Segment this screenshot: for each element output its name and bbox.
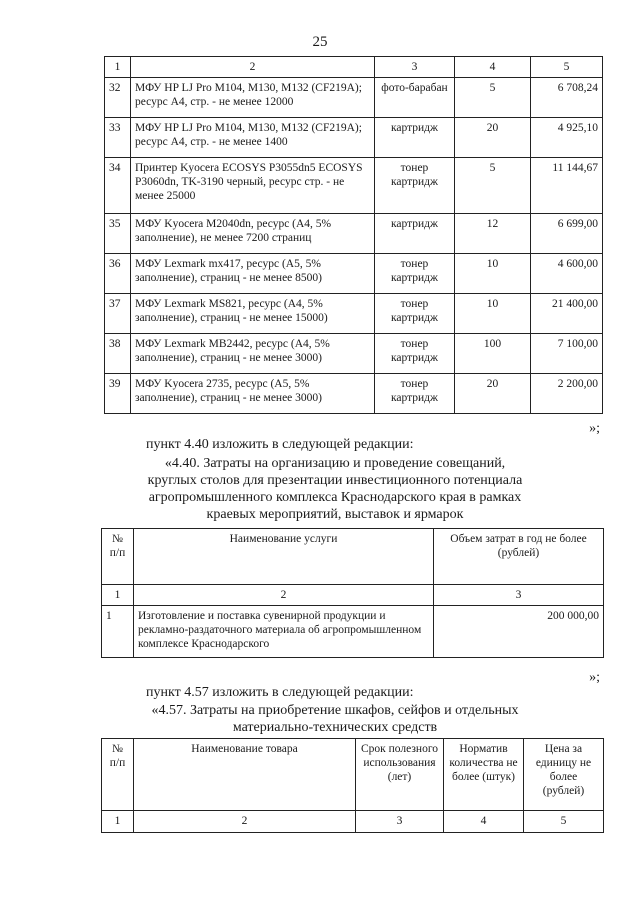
item-name: МФУ Lexmark MS821, ресурс (А4, 5% заполнение), страниц - не менее 15000) — [131, 294, 375, 334]
row-number: 38 — [105, 334, 131, 374]
closing-quote: »; — [589, 670, 600, 685]
table-header-row — [102, 739, 604, 811]
column-number: 3 — [356, 811, 444, 833]
heading-line: круглых столов для презентации инвестиционного потенциала — [147, 473, 523, 488]
item-price: 6 708,24 — [531, 78, 603, 118]
table-row — [105, 118, 603, 158]
item-price: 7 100,00 — [531, 334, 603, 374]
heading-line: краевых мероприятий, выставок и ярмарок — [206, 507, 464, 522]
section-heading-440 — [120, 455, 550, 523]
header-cell: 4 — [455, 57, 531, 78]
item-name: МФУ Kyocera 2735, ресурс (А5, 5% заполнение), страниц - не менее 3000) — [131, 374, 375, 414]
column-number-row — [102, 585, 604, 606]
item-name: МФУ Kyocera M2040dn, ресурс (А4, 5% заполнение), не менее 7200 страниц — [131, 214, 375, 254]
amendment-intro-457: пункт 4.57 изложить в следующей редакции: — [146, 685, 414, 700]
header-cell: № п/п — [102, 739, 134, 811]
column-number: 1 — [102, 585, 134, 606]
heading-line: «4.40. Затраты на организацию и проведение совещаний, — [164, 456, 506, 471]
row-number: 33 — [105, 118, 131, 158]
table-header-row — [102, 529, 604, 585]
item-type: тонер картридж — [375, 374, 455, 414]
table-row — [105, 334, 603, 374]
header-cell: Наименование услуги — [134, 529, 434, 585]
row-number: 36 — [105, 254, 131, 294]
item-price: 6 699,00 — [531, 214, 603, 254]
item-type: фото-барабан — [375, 78, 455, 118]
item-name: МФУ Lexmark mx417, ресурс (А5, 5% заполнение), страниц - не менее 8500) — [131, 254, 375, 294]
header-cell: Объем затрат в год не более (рублей) — [434, 529, 604, 585]
header-cell: Наименование товара — [134, 739, 356, 811]
header-cell: Срок полезного использования (лет) — [356, 739, 444, 811]
table-row — [105, 158, 603, 214]
section-heading-457 — [120, 702, 550, 736]
item-quantity: 20 — [455, 374, 531, 414]
consumables-table — [104, 56, 603, 414]
item-quantity: 100 — [455, 334, 531, 374]
row-number: 39 — [105, 374, 131, 414]
heading-line: материально-технических средств — [232, 720, 438, 735]
header-cell: Норматив количества не более (штук) — [444, 739, 524, 811]
row-number: 1 — [102, 606, 134, 658]
item-type: тонер картридж — [375, 294, 455, 334]
item-type: тонер картридж — [375, 158, 455, 214]
column-number: 3 — [434, 585, 604, 606]
table-row — [105, 214, 603, 254]
row-number: 32 — [105, 78, 131, 118]
item-quantity: 10 — [455, 254, 531, 294]
row-number: 34 — [105, 158, 131, 214]
furniture-cost-table — [101, 738, 604, 833]
item-price: 4 600,00 — [531, 254, 603, 294]
header-cell: 2 — [131, 57, 375, 78]
table-header-row — [105, 57, 603, 78]
page-number: 25 — [312, 34, 328, 50]
column-number: 5 — [524, 811, 604, 833]
item-price: 4 925,10 — [531, 118, 603, 158]
heading-line: агропромышленного комплекса Краснодарского края в рамках — [148, 490, 522, 505]
header-cell: 5 — [531, 57, 603, 78]
item-name: Принтер Kyocera ECOSYS P3055dn5 ECOSYS P3060dn, TK-3190 черный, ресурс стр. - не менее 25000 — [131, 158, 375, 214]
row-number: 37 — [105, 294, 131, 334]
header-cell: Цена за единицу не более (рублей) — [524, 739, 604, 811]
table-row — [105, 78, 603, 118]
amendment-intro-440: пункт 4.40 изложить в следующей редакции: — [146, 437, 414, 452]
item-name: МФУ Lexmark MB2442, ресурс (А4, 5% заполнение), страниц - не менее 3000) — [131, 334, 375, 374]
column-number-row — [102, 811, 604, 833]
row-number: 35 — [105, 214, 131, 254]
item-type: картридж — [375, 118, 455, 158]
table-row — [105, 254, 603, 294]
services-cost-table — [101, 528, 604, 658]
item-price: 21 400,00 — [531, 294, 603, 334]
column-number: 4 — [444, 811, 524, 833]
header-cell: 1 — [105, 57, 131, 78]
item-type: картридж — [375, 214, 455, 254]
table-row — [102, 606, 604, 658]
table-row — [105, 294, 603, 334]
item-quantity: 12 — [455, 214, 531, 254]
column-number: 2 — [134, 811, 356, 833]
closing-quote: »; — [589, 421, 600, 436]
item-name: МФУ HP LJ Pro M104, M130, M132 (CF219A); ресурс А4, стр. - не менее 1400 — [131, 118, 375, 158]
column-number: 1 — [102, 811, 134, 833]
item-name: МФУ HP LJ Pro M104, M130, M132 (CF219A); ресурс А4, стр. - не менее 12000 — [131, 78, 375, 118]
table-row — [105, 374, 603, 414]
item-price: 2 200,00 — [531, 374, 603, 414]
heading-line: «4.57. Затраты на приобретение шкафов, сейфов и отдельных — [151, 703, 519, 718]
item-quantity: 10 — [455, 294, 531, 334]
service-cost: 200 000,00 — [434, 606, 604, 658]
item-quantity: 5 — [455, 158, 531, 214]
header-cell: 3 — [375, 57, 455, 78]
item-type: тонер картридж — [375, 254, 455, 294]
item-price: 11 144,67 — [531, 158, 603, 214]
item-quantity: 5 — [455, 78, 531, 118]
header-cell: № п/п — [102, 529, 134, 585]
item-type: тонер картридж — [375, 334, 455, 374]
item-quantity: 20 — [455, 118, 531, 158]
service-name: Изготовление и поставка сувенирной продукции и рекламно-раздаточного материала об агропромышленном комплексе Краснодарского — [134, 606, 434, 658]
column-number: 2 — [134, 585, 434, 606]
